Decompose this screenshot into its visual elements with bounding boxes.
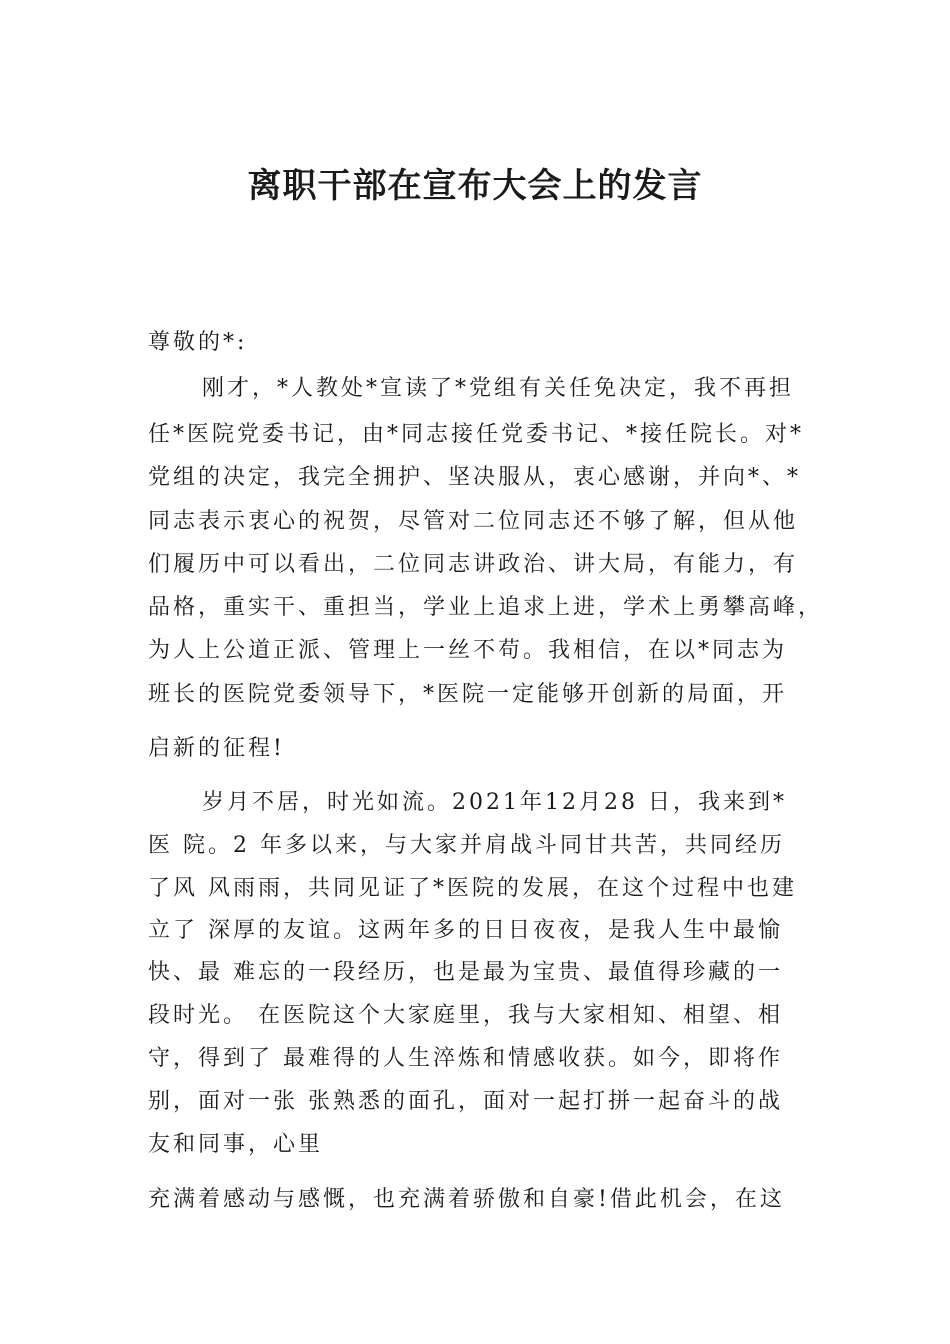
paragraph-1-line: 党组的决定，我完全拥护、坚决服从，衷心感谢，并向*、* — [148, 465, 802, 490]
paragraph-2-line: 快、最 难忘的一段经历，也是最为宝贵、最值得珍藏的一 — [148, 960, 783, 985]
paragraph-2-line: 段时光。 在医院这个大家庭里，我与大家相知、相望、相 — [148, 1003, 783, 1028]
paragraph-2-line: 立了 深厚的友谊。这两年多的日日夜夜，是我人生中最愉 — [148, 918, 783, 943]
paragraph-1-line: 品格，重实干、重担当，学业上追求上进，学术上勇攀高峰， — [148, 595, 824, 620]
salutation: 尊敬的*: — [148, 330, 248, 355]
paragraph-1-line: 班长的医院党委领导下，*医院一定能够开创新的局面，开 — [148, 682, 788, 707]
paragraph-1-line: 刚才，*人教处*宣读了*党组有关任免决定，我不再担 — [202, 376, 795, 401]
paragraph-2-line: 医 院。2 年多以来，与大家并肩战斗同甘共苦，共同经历 — [148, 833, 785, 858]
paragraph-2-line: 别，面对一张 张熟悉的面孔，面对一起打拼一起奋斗的战 — [148, 1089, 783, 1114]
paragraph-1-line: 们履历中可以看出，二位同志讲政治、讲大局，有能力，有 — [148, 552, 799, 577]
paragraph-2-line: 友和同事，心里 — [148, 1132, 324, 1157]
paragraph-1-line: 启新的征程! — [148, 736, 285, 761]
paragraph-1-line: 同志表示衷心的祝贺，尽管对二位同志还不够了解，但从他 — [148, 509, 799, 534]
paragraph-1-line: 任*医院党委书记，由*同志接任党委书记、*接任院长。对* — [148, 422, 805, 447]
paragraph-2-line: 守，得到了 最难得的人生淬炼和情感收获。如今，即将作 — [148, 1046, 783, 1071]
paragraph-2-line: 了风 风雨雨，共同见证了*医院的发展，在这个过程中也建 — [148, 876, 797, 901]
paragraph-3-line: 充满着感动与感慨，也充满着骄傲和自豪!借此机会，在这 — [148, 1187, 785, 1212]
paragraph-2-line: 岁月不居，时光如流。2021年12月28 日，我来到* — [202, 790, 787, 815]
paragraph-1-line: 为人上公道正派、管理上一丝不苟。我相信，在以*同志为 — [148, 638, 788, 663]
document-title: 离职干部在宣布大会上的发言 — [247, 166, 703, 206]
